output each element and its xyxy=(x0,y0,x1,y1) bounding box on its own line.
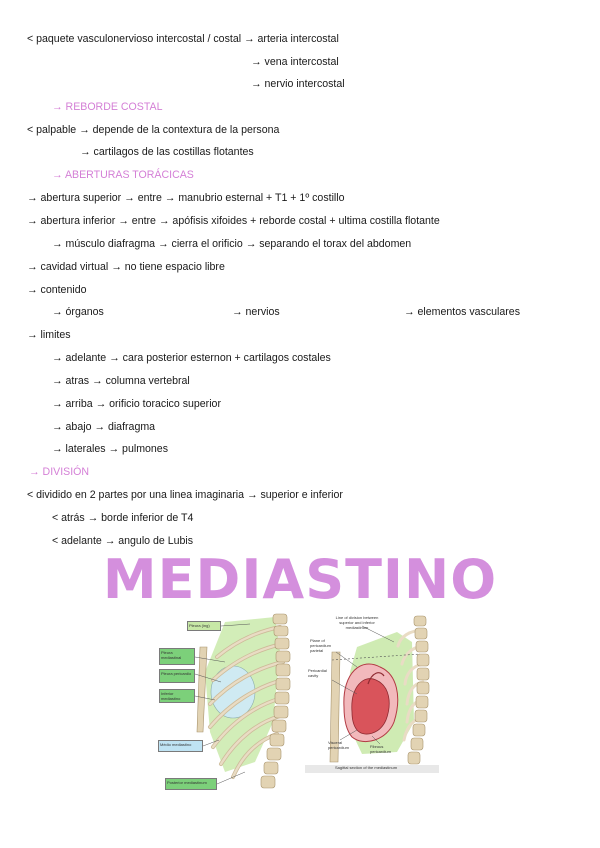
label-division-line: Line of division between superior and inferior mediastinum xyxy=(335,615,379,630)
note-line: → músculo diafragma → cierra el orificio → separando el torax del abdomen xyxy=(52,238,412,250)
figure-left-thorax xyxy=(155,612,300,795)
label-pericardial-cavity: Pericardial cavity xyxy=(308,668,327,678)
caption-bar: Sagittal section of the mediastinum xyxy=(305,765,439,773)
note-line: → arriba → orificio toracico superior xyxy=(52,398,221,410)
note-line: → abajo → diafragma xyxy=(52,421,156,433)
label-pleura-pericardio: Pleura pericardio xyxy=(159,669,195,683)
note-line: → vena intercostal xyxy=(251,56,339,68)
note-line: < atrás → borde inferior de T4 xyxy=(52,512,194,524)
section-heading-reborde-costal: → REBORDE COSTAL xyxy=(52,101,163,113)
label-plane-pericardium: Plane of pericardium parietal xyxy=(310,638,331,653)
note-line: < palpable → depende de la contextura de la persona xyxy=(27,124,280,136)
note-line: < adelante → angulo de Lubis xyxy=(52,535,194,547)
note-line: → atras → columna vertebral xyxy=(52,375,190,387)
section-heading-aberturas-toracicas: → ABERTURAS TORÁCICAS xyxy=(52,169,194,181)
note-line: → laterales → pulmones xyxy=(52,443,168,455)
note-line: → nervio intercostal xyxy=(251,78,345,90)
note-line: → nervios xyxy=(232,306,280,318)
label-pleura: Pleura (ing) xyxy=(187,621,221,631)
note-line: < paquete vasculonervioso intercostal / costal → arteria intercostal xyxy=(27,33,339,45)
figure-right-sagittal xyxy=(302,612,442,775)
page-title: MEDIASTINO xyxy=(102,548,498,611)
section-heading-division: → DIVISIÓN xyxy=(29,466,90,478)
note-line: → abertura inferior → entre → apófisis xifoides + reborde costal + ultima costilla flotante xyxy=(27,215,440,227)
note-line: → abertura superior → entre → manubrio esternal + T1 + 1º costillo xyxy=(27,192,345,204)
note-line: → cavidad virtual → no tiene espacio libre xyxy=(27,261,225,273)
label-fibrous-pericardium: Fibrous pericardium xyxy=(370,744,391,754)
note-line: → elementos vasculares xyxy=(404,306,520,318)
label-visceral-pericardium: Visceral pericardium xyxy=(328,740,349,750)
note-line: → contenido xyxy=(27,284,87,296)
label-medio-mediastino: Médio mediastino xyxy=(158,740,203,752)
thorax-diagram-left xyxy=(155,612,300,795)
note-line: → adelante → cara posterior esternon + cartilagos costales xyxy=(52,352,331,364)
note-line: → cartilagos de las costillas flotantes xyxy=(80,146,254,158)
note-line: → limites xyxy=(27,329,71,341)
label-posterior-mediastinum: Posterior mediastinum xyxy=(165,778,217,790)
label-pleura-mediastinal: Pleura mediastinal xyxy=(159,648,195,665)
note-line: → órganos xyxy=(52,306,104,318)
note-line: < dividido en 2 partes por una linea imaginaria → superior e inferior xyxy=(27,489,343,501)
label-inferior-mediastino: Inferior mediastino xyxy=(159,689,195,703)
